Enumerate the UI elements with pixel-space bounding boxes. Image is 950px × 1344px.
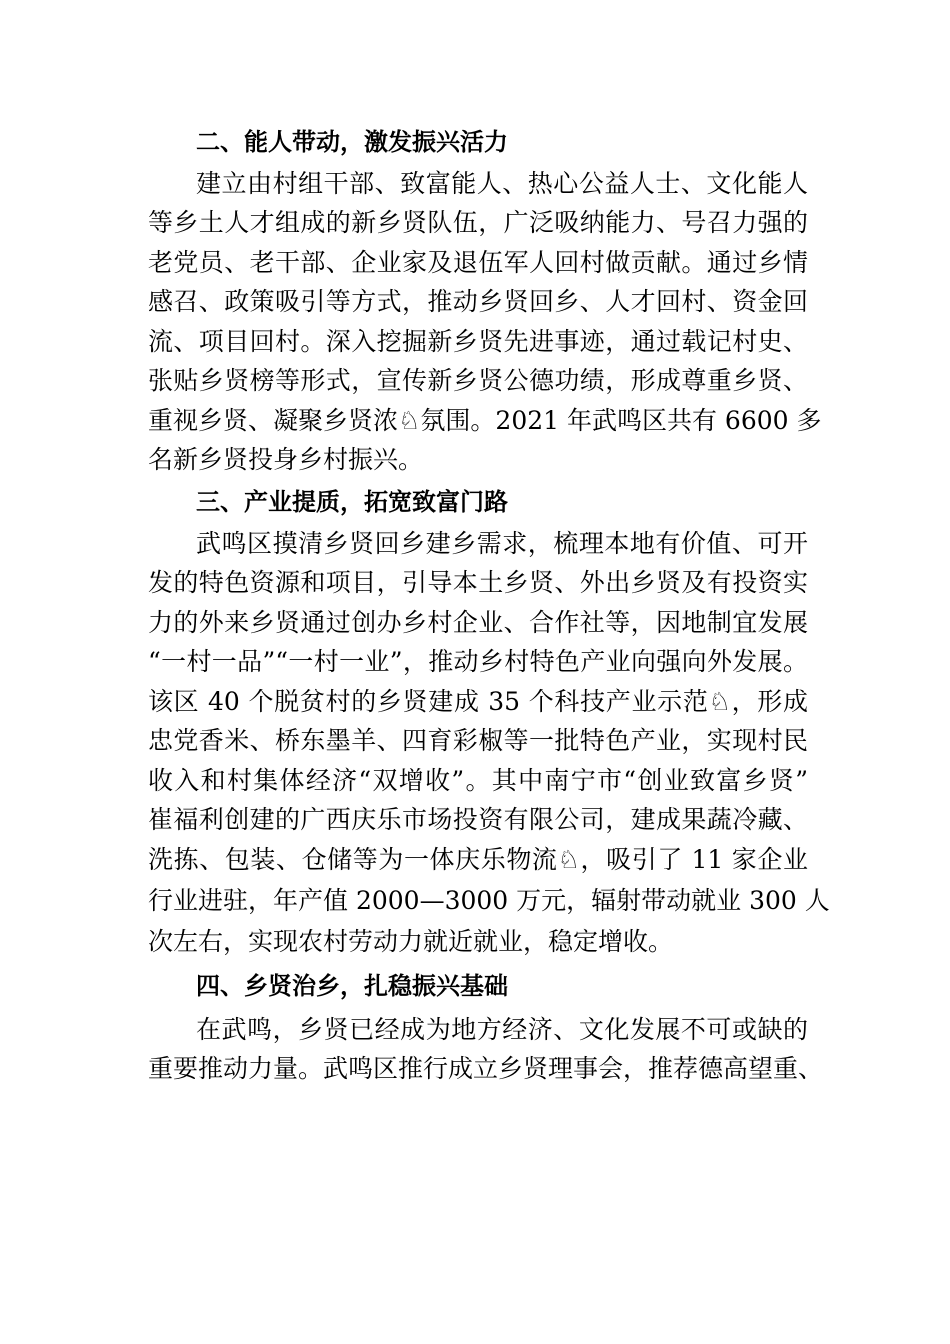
- paragraph-line: 重视乡贤、凝聚乡贤浓♘氛围。2021 年武鸣区共有 6600 多: [148, 406, 822, 435]
- section-heading: 二、能人带动，激发振兴活力: [196, 128, 508, 156]
- paragraph-line: 该区 40 个脱贫村的乡贤建成 35 个科技产业示范♘，形成: [148, 687, 808, 716]
- paragraph-line: 等乡土人才组成的新乡贤队伍，广泛吸纳能力、号召力强的: [148, 208, 808, 237]
- paragraph-line: 在武鸣，乡贤已经成为地方经济、文化发展不可或缺的: [196, 1015, 808, 1044]
- paragraph-line: 武鸣区摸清乡贤回乡建乡需求，梳理本地有价值、可开: [196, 529, 808, 558]
- paragraph-line: 流、项目回村。深入挖掘新乡贤先进事迹，通过载记村史、: [148, 327, 808, 356]
- paragraph-line: 重要推动力量。武鸣区推行成立乡贤理事会，推荐德高望重、: [148, 1054, 824, 1083]
- paragraph-line: 感召、政策吸引等方式，推动乡贤回乡、人才回村、资金回: [148, 287, 808, 316]
- paragraph-line: 行业进驻，年产值 2000—3000 万元，辐射带动就业 300 人: [148, 886, 830, 915]
- paragraph-line: “一村一品”“一村一业”，推动乡村特色产业向强向外发展。: [148, 647, 808, 676]
- paragraph-line: 建立由村组干部、致富能人、热心公益人士、文化能人: [196, 169, 808, 198]
- paragraph-line: 张贴乡贤榜等形式，宣传新乡贤公德功绩，形成尊重乡贤、: [148, 366, 808, 395]
- paragraph-line: 洗拣、包装、仓储等为一体庆乐物流♘，吸引了 11 家企业: [148, 845, 808, 874]
- section-heading: 四、乡贤治乡，扎稳振兴基础: [196, 972, 508, 1000]
- paragraph-line: 收入和村集体经济“双增收”。其中南宁市“创业致富乡贤”: [148, 766, 808, 795]
- paragraph-line: 名新乡贤投身乡村振兴。: [148, 445, 424, 474]
- paragraph-line: 忠党香米、桥东墨羊、四育彩椒等一批特色产业，实现村民: [148, 726, 808, 755]
- paragraph-line: 崔福利创建的广西庆乐市场投资有限公司，建成果蔬冷藏、: [148, 805, 808, 834]
- paragraph-line: 发的特色资源和项目，引导本土乡贤、外出乡贤及有投资实: [148, 568, 808, 597]
- paragraph-line: 老党员、老干部、企业家及退伍军人回村做贡献。通过乡情: [148, 248, 808, 277]
- section-heading: 三、产业提质，拓宽致富门路: [196, 488, 508, 516]
- paragraph-line: 力的外来乡贤通过创办乡村企业、合作社等，因地制宜发展: [148, 608, 808, 637]
- paragraph-line: 次左右，实现农村劳动力就近就业，稳定增收。: [148, 927, 674, 956]
